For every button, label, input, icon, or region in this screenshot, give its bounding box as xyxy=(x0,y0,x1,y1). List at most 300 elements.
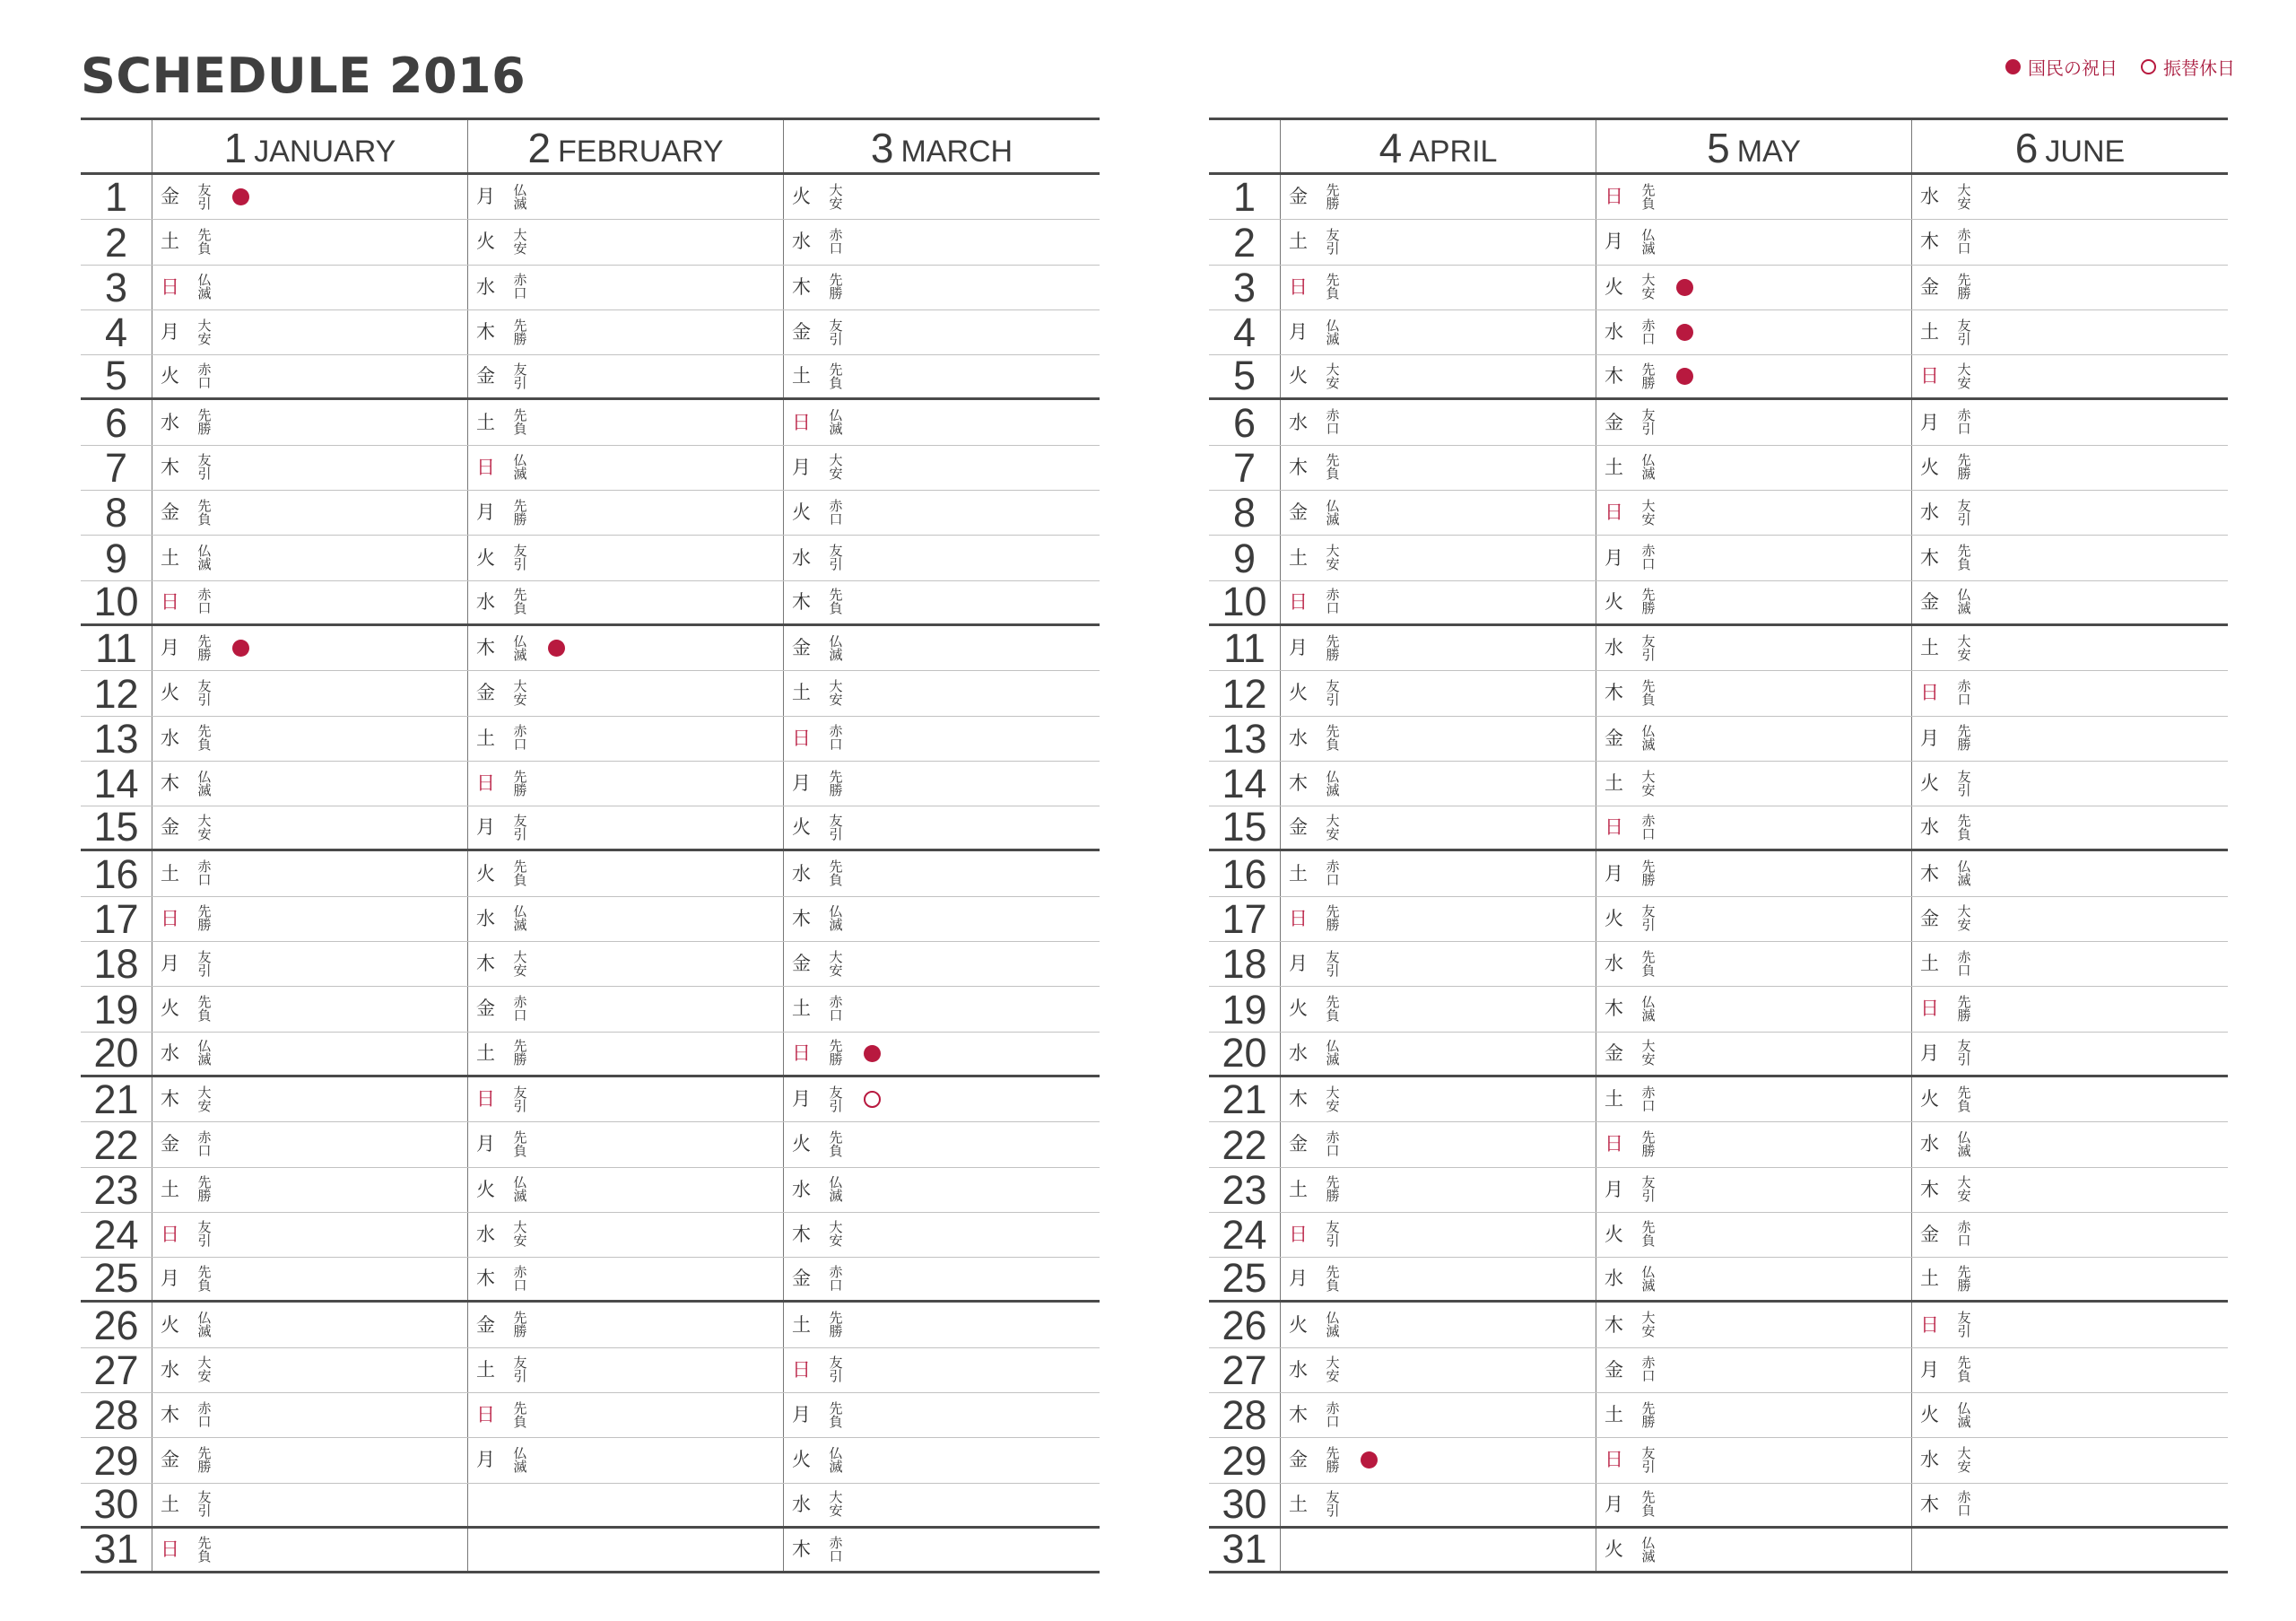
day-cell[interactable] xyxy=(784,310,1100,354)
day-cell[interactable] xyxy=(152,987,468,1031)
day-cell[interactable] xyxy=(1596,536,1912,580)
day-cell[interactable] xyxy=(1596,1077,1912,1121)
day-cell[interactable] xyxy=(1912,536,2228,580)
day-cell[interactable] xyxy=(784,536,1100,580)
day-cell[interactable] xyxy=(1912,1213,2228,1257)
day-cell[interactable] xyxy=(784,355,1100,397)
day-cell[interactable] xyxy=(1281,400,1596,444)
weekday: 月 xyxy=(792,456,811,478)
day-cell[interactable] xyxy=(1281,1393,1596,1437)
rokuyo-char: 安 xyxy=(1326,825,1340,842)
day-cell[interactable] xyxy=(1596,806,1912,849)
weekday: 日 xyxy=(1920,1313,1939,1336)
day-cell[interactable] xyxy=(1281,942,1596,986)
day-cell[interactable] xyxy=(468,1168,784,1212)
day-cell[interactable] xyxy=(152,1438,468,1482)
day-cell[interactable] xyxy=(1596,1213,1912,1257)
day-cell[interactable] xyxy=(1912,717,2228,761)
day-cell[interactable] xyxy=(784,671,1100,715)
rokuyo-char: 勝 xyxy=(1326,1188,1340,1205)
day-cell[interactable] xyxy=(784,1077,1100,1121)
day-cell[interactable] xyxy=(784,400,1100,444)
day-number: 24 xyxy=(1209,1213,1281,1257)
rokuyo-char: 先 xyxy=(1641,1129,1656,1146)
day-row xyxy=(81,1438,1100,1483)
day-cell[interactable] xyxy=(468,1258,784,1300)
weekday: 土 xyxy=(1920,953,1939,975)
rokuyo xyxy=(1640,1221,1657,1248)
day-cell[interactable] xyxy=(468,851,784,895)
rokuyo xyxy=(1325,1491,1341,1518)
day-cell[interactable] xyxy=(1912,581,2228,623)
day-cell[interactable] xyxy=(1596,1258,1912,1300)
day-cell[interactable] xyxy=(152,581,468,623)
rokuyo-char: 引 xyxy=(1957,510,1971,527)
day-cell[interactable] xyxy=(152,717,468,761)
rokuyo xyxy=(196,1176,213,1203)
rokuyo xyxy=(1640,319,1657,346)
day-cell[interactable] xyxy=(468,400,784,444)
rokuyo xyxy=(1956,545,1972,571)
day-cell[interactable] xyxy=(468,897,784,941)
day-cell[interactable] xyxy=(1596,175,1912,219)
day-cell[interactable] xyxy=(784,1484,1100,1526)
day-cell[interactable] xyxy=(152,626,468,670)
day-number: 7 xyxy=(1209,446,1281,490)
day-cell[interactable] xyxy=(152,1213,468,1257)
day-cell[interactable] xyxy=(468,220,784,264)
day-cell[interactable] xyxy=(784,1438,1100,1482)
weekday: 金 xyxy=(1289,1133,1308,1155)
rokuyo xyxy=(1325,319,1341,346)
day-cell[interactable] xyxy=(784,1348,1100,1392)
rokuyo-char: 引 xyxy=(197,1233,212,1250)
day-cell[interactable] xyxy=(1596,897,1912,941)
weekday: 金 xyxy=(476,1313,495,1336)
day-cell[interactable] xyxy=(1596,762,1912,806)
day-cell[interactable] xyxy=(468,581,784,623)
day-cell[interactable] xyxy=(152,1393,468,1437)
day-cell[interactable] xyxy=(784,717,1100,761)
day-cell[interactable] xyxy=(152,1122,468,1166)
day-cell[interactable] xyxy=(1596,1438,1912,1482)
weekday: 木 xyxy=(161,772,179,794)
weekday: 水 xyxy=(1605,321,1623,344)
weekday: 水 xyxy=(792,1493,811,1515)
day-cell[interactable] xyxy=(1912,851,2228,895)
weekday: 火 xyxy=(161,998,179,1020)
day-cell[interactable] xyxy=(468,446,784,490)
day-cell[interactable] xyxy=(1912,1077,2228,1121)
weekday: 火 xyxy=(792,816,811,839)
day-cell[interactable] xyxy=(1596,355,1912,397)
day-cell[interactable] xyxy=(468,1213,784,1257)
day-cell[interactable] xyxy=(152,1033,468,1075)
day-cell[interactable] xyxy=(1912,491,2228,535)
day-cell[interactable] xyxy=(152,806,468,849)
day-cell[interactable] xyxy=(1281,626,1596,670)
month-number: 6 xyxy=(2014,125,2039,171)
day-cell[interactable] xyxy=(1912,806,2228,849)
rokuyo-char: 滅 xyxy=(1957,1142,1971,1159)
rokuyo-char: 先 xyxy=(829,587,843,604)
weekday: 火 xyxy=(792,1449,811,1471)
day-cell[interactable] xyxy=(152,355,468,397)
day-cell[interactable] xyxy=(1281,1077,1596,1121)
day-cell[interactable] xyxy=(1281,581,1596,623)
rokuyo-char: 負 xyxy=(1326,1277,1340,1294)
day-cell[interactable] xyxy=(1281,266,1596,309)
weekday: 月 xyxy=(792,772,811,794)
rokuyo xyxy=(512,181,528,212)
day-cell[interactable] xyxy=(468,1484,784,1526)
rokuyo-char: 勝 xyxy=(513,330,527,347)
day-cell[interactable] xyxy=(1912,1438,2228,1482)
day-cell[interactable] xyxy=(152,536,468,580)
day-cell[interactable] xyxy=(1281,175,1596,219)
weekday: 月 xyxy=(1289,953,1308,975)
day-cell[interactable] xyxy=(1281,1168,1596,1212)
day-cell[interactable] xyxy=(784,1213,1100,1257)
day-cell[interactable] xyxy=(1596,581,1912,623)
weekday: 土 xyxy=(1289,1178,1308,1200)
day-cell[interactable] xyxy=(1912,762,2228,806)
rokuyo-char: 負 xyxy=(1641,691,1656,708)
day-cell[interactable] xyxy=(1281,671,1596,715)
day-cell[interactable] xyxy=(468,175,784,219)
day-cell[interactable] xyxy=(1912,400,2228,444)
rokuyo xyxy=(196,588,213,615)
day-cell[interactable] xyxy=(468,536,784,580)
day-cell[interactable] xyxy=(468,1303,784,1346)
day-cell[interactable] xyxy=(152,671,468,715)
day-cell[interactable] xyxy=(1281,1033,1596,1075)
day-cell[interactable] xyxy=(468,987,784,1031)
day-cell[interactable] xyxy=(1281,355,1596,397)
holiday-dot-icon xyxy=(864,1045,881,1062)
day-cell[interactable] xyxy=(1912,355,2228,397)
day-cell[interactable] xyxy=(1596,446,1912,490)
rokuyo-char: 安 xyxy=(1957,374,1971,391)
rokuyo-char: 赤 xyxy=(197,361,212,378)
day-cell[interactable] xyxy=(784,1393,1100,1437)
day-cell[interactable] xyxy=(1596,942,1912,986)
weekday: 火 xyxy=(1289,1313,1308,1336)
rokuyo-char: 勝 xyxy=(1641,872,1656,889)
day-cell[interactable] xyxy=(1281,851,1596,895)
weekday: 水 xyxy=(1289,1041,1308,1064)
day-cell[interactable] xyxy=(1596,671,1912,715)
rokuyo-char: 仏 xyxy=(197,543,212,560)
day-cell[interactable] xyxy=(1281,1258,1596,1300)
rokuyo-char: 負 xyxy=(1326,285,1340,302)
rokuyo-char: 負 xyxy=(1957,1368,1971,1385)
day-row xyxy=(81,491,1100,536)
rokuyo-char: 負 xyxy=(1326,1007,1340,1024)
day-cell[interactable] xyxy=(1281,1122,1596,1166)
day-number: 25 xyxy=(1209,1258,1281,1300)
weekday: 水 xyxy=(1920,1133,1939,1155)
day-cell[interactable] xyxy=(152,1484,468,1526)
day-cell[interactable] xyxy=(468,1348,784,1392)
rokuyo xyxy=(828,1131,844,1158)
rokuyo-char: 勝 xyxy=(1957,1007,1971,1024)
rokuyo-char: 先 xyxy=(1641,1489,1656,1506)
rokuyo xyxy=(196,1263,213,1294)
day-cell[interactable] xyxy=(1281,806,1596,849)
day-cell[interactable] xyxy=(784,806,1100,849)
day-cell[interactable] xyxy=(784,175,1100,219)
rokuyo-char: 勝 xyxy=(513,781,527,798)
day-cell[interactable] xyxy=(468,626,784,670)
rokuyo-char: 先 xyxy=(1641,181,1656,198)
day-cell[interactable] xyxy=(1281,446,1596,490)
day-cell[interactable] xyxy=(1596,987,1912,1031)
rokuyo xyxy=(196,226,213,257)
month-name: JANUARY xyxy=(254,134,396,169)
rokuyo xyxy=(512,319,528,346)
day-cell[interactable] xyxy=(468,671,784,715)
day-cell[interactable] xyxy=(1912,175,2228,219)
day-cell[interactable] xyxy=(784,446,1100,490)
day-cell[interactable] xyxy=(1596,1484,1912,1526)
day-cell[interactable] xyxy=(1281,536,1596,580)
day-cell[interactable] xyxy=(1912,310,2228,354)
rokuyo-char: 安 xyxy=(1641,285,1656,302)
day-row xyxy=(1209,266,2228,310)
day-cell[interactable] xyxy=(468,762,784,806)
day-cell[interactable] xyxy=(468,942,784,986)
month-header xyxy=(1596,120,1912,172)
day-cell[interactable] xyxy=(152,1348,468,1392)
day-cell[interactable] xyxy=(1596,1033,1912,1075)
day-cell[interactable] xyxy=(1912,626,2228,670)
day-cell[interactable] xyxy=(784,1168,1100,1212)
day-cell[interactable] xyxy=(152,1168,468,1212)
day-cell[interactable] xyxy=(1912,897,2228,941)
day-cell[interactable] xyxy=(468,310,784,354)
day-cell[interactable] xyxy=(784,1258,1100,1300)
day-cell[interactable] xyxy=(1912,1393,2228,1437)
rokuyo-char: 先 xyxy=(1326,993,1340,1010)
day-cell[interactable] xyxy=(1281,1213,1596,1257)
day-row xyxy=(1209,400,2228,445)
weekday: 木 xyxy=(1289,772,1308,794)
rokuyo xyxy=(512,812,528,842)
rokuyo-char: 先 xyxy=(1326,632,1340,649)
day-cell[interactable] xyxy=(1596,1168,1912,1212)
day-cell[interactable] xyxy=(152,220,468,264)
day-cell[interactable] xyxy=(468,1438,784,1482)
day-cell[interactable] xyxy=(1281,1438,1596,1482)
day-cell[interactable] xyxy=(1912,266,2228,309)
weekday: 水 xyxy=(161,1041,179,1064)
day-cell[interactable] xyxy=(1596,1303,1912,1346)
day-cell[interactable] xyxy=(784,987,1100,1031)
holiday-dot-icon xyxy=(548,640,565,657)
day-cell[interactable] xyxy=(152,897,468,941)
day-cell[interactable] xyxy=(784,266,1100,309)
day-cell[interactable] xyxy=(468,355,784,397)
day-cell[interactable] xyxy=(1912,220,2228,264)
weekday: 土 xyxy=(1920,1268,1939,1290)
day-cell[interactable] xyxy=(152,1077,468,1121)
day-cell[interactable] xyxy=(152,1258,468,1300)
rokuyo-char: 先 xyxy=(197,903,212,920)
day-cell[interactable] xyxy=(784,491,1100,535)
day-cell[interactable] xyxy=(1596,1529,1912,1571)
day-cell[interactable] xyxy=(784,897,1100,941)
rokuyo xyxy=(1956,1040,1972,1067)
day-cell[interactable] xyxy=(1912,446,2228,490)
day-cell[interactable] xyxy=(152,762,468,806)
rokuyo xyxy=(1956,181,1972,212)
day-cell[interactable] xyxy=(784,581,1100,623)
rokuyo-char: 引 xyxy=(829,1097,843,1114)
day-cell[interactable] xyxy=(1596,310,1912,354)
day-cell[interactable] xyxy=(1281,987,1596,1031)
day-cell[interactable] xyxy=(784,851,1100,895)
day-cell[interactable] xyxy=(1281,717,1596,761)
day-cell[interactable] xyxy=(1596,626,1912,670)
day-cell[interactable] xyxy=(1912,1033,2228,1075)
rokuyo-char: 引 xyxy=(1326,691,1340,708)
day-cell[interactable] xyxy=(1596,1122,1912,1166)
day-cell[interactable] xyxy=(1912,1122,2228,1166)
day-cell[interactable] xyxy=(1281,1484,1596,1526)
weekday: 月 xyxy=(161,637,179,659)
day-cell[interactable] xyxy=(1281,491,1596,535)
weekday: 火 xyxy=(1605,590,1623,613)
day-cell[interactable] xyxy=(468,266,784,309)
day-number: 13 xyxy=(1209,717,1281,761)
day-cell[interactable] xyxy=(468,1122,784,1166)
rokuyo xyxy=(1325,409,1341,436)
rokuyo-char: 友 xyxy=(1957,1038,1971,1055)
day-cell[interactable] xyxy=(1912,1258,2228,1300)
month-number: 3 xyxy=(870,125,894,171)
day-cell[interactable] xyxy=(1912,1168,2228,1212)
day-cell[interactable] xyxy=(1912,671,2228,715)
rokuyo xyxy=(828,226,844,257)
rokuyo xyxy=(1640,1131,1657,1158)
rokuyo-char: 安 xyxy=(829,195,843,212)
day-row xyxy=(81,220,1100,265)
day-number: 13 xyxy=(81,717,152,761)
weekday: 木 xyxy=(1920,546,1939,569)
day-row xyxy=(81,1168,1100,1213)
day-cell[interactable] xyxy=(468,491,784,535)
weekday: 木 xyxy=(1605,682,1623,704)
weekday: 火 xyxy=(161,682,179,704)
day-cell[interactable] xyxy=(152,1529,468,1571)
day-cell[interactable] xyxy=(468,1393,784,1437)
day-cell[interactable] xyxy=(784,1122,1100,1166)
day-number: 12 xyxy=(81,671,152,715)
day-cell[interactable] xyxy=(1596,220,1912,264)
day-cell[interactable] xyxy=(784,762,1100,806)
day-cell[interactable] xyxy=(468,1033,784,1075)
weekday: 水 xyxy=(792,862,811,885)
day-cell[interactable] xyxy=(784,1033,1100,1075)
rokuyo-char: 大 xyxy=(1957,361,1971,378)
day-cell[interactable] xyxy=(1281,762,1596,806)
day-cell[interactable] xyxy=(468,717,784,761)
day-cell[interactable] xyxy=(1596,266,1912,309)
day-cell[interactable] xyxy=(1281,897,1596,941)
day-row xyxy=(1209,626,2228,671)
rokuyo-char: 滅 xyxy=(1957,600,1971,617)
day-cell[interactable] xyxy=(152,851,468,895)
day-cell[interactable] xyxy=(1281,1529,1596,1571)
rokuyo-char: 負 xyxy=(513,872,527,889)
month-header xyxy=(784,120,1100,172)
weekday: 日 xyxy=(161,1223,179,1245)
day-cell[interactable] xyxy=(1281,220,1596,264)
day-cell[interactable] xyxy=(1912,1303,2228,1346)
rokuyo xyxy=(196,363,213,390)
day-cell[interactable] xyxy=(152,175,468,219)
day-cell[interactable] xyxy=(1281,310,1596,354)
day-cell[interactable] xyxy=(1912,1348,2228,1392)
rokuyo-char: 口 xyxy=(197,1413,212,1430)
day-cell[interactable] xyxy=(152,446,468,490)
weekday: 金 xyxy=(1605,727,1623,749)
day-cell[interactable] xyxy=(152,400,468,444)
day-cell[interactable] xyxy=(1912,987,2228,1031)
day-cell[interactable] xyxy=(1281,1348,1596,1392)
day-cell[interactable] xyxy=(1281,1303,1596,1346)
rokuyo-char: 勝 xyxy=(197,421,212,438)
day-cell[interactable] xyxy=(1596,717,1912,761)
weekday: 木 xyxy=(476,953,495,975)
day-cell[interactable] xyxy=(1912,1529,2228,1571)
rokuyo-char: 先 xyxy=(829,272,843,289)
rokuyo-char: 安 xyxy=(197,330,212,347)
day-cell[interactable] xyxy=(784,942,1100,986)
day-cell[interactable] xyxy=(1912,942,2228,986)
day-cell[interactable] xyxy=(1596,1393,1912,1437)
day-cell[interactable] xyxy=(1596,491,1912,535)
weekday: 月 xyxy=(792,1088,811,1111)
day-cell[interactable] xyxy=(784,626,1100,670)
weekday: 木 xyxy=(161,456,179,478)
day-cell[interactable] xyxy=(1596,400,1912,444)
day-cell[interactable] xyxy=(152,266,468,309)
day-cell[interactable] xyxy=(784,220,1100,264)
day-cell[interactable] xyxy=(152,491,468,535)
rokuyo-char: 仏 xyxy=(197,768,212,785)
day-cell[interactable] xyxy=(1596,1348,1912,1392)
day-cell[interactable] xyxy=(784,1529,1100,1571)
day-cell[interactable] xyxy=(152,1303,468,1346)
day-cell[interactable] xyxy=(468,806,784,849)
rokuyo-char: 負 xyxy=(829,374,843,391)
rokuyo xyxy=(196,454,213,481)
rokuyo xyxy=(1325,363,1341,390)
day-cell[interactable] xyxy=(468,1529,784,1571)
day-cell[interactable] xyxy=(1596,851,1912,895)
day-cell[interactable] xyxy=(152,310,468,354)
day-cell[interactable] xyxy=(1912,1484,2228,1526)
day-cell[interactable] xyxy=(152,942,468,986)
day-cell[interactable] xyxy=(468,1077,784,1121)
weekday: 金 xyxy=(792,637,811,659)
rokuyo xyxy=(512,860,528,887)
weekday: 水 xyxy=(792,1178,811,1200)
rokuyo-char: 先 xyxy=(513,1038,527,1055)
day-cell[interactable] xyxy=(784,1303,1100,1346)
